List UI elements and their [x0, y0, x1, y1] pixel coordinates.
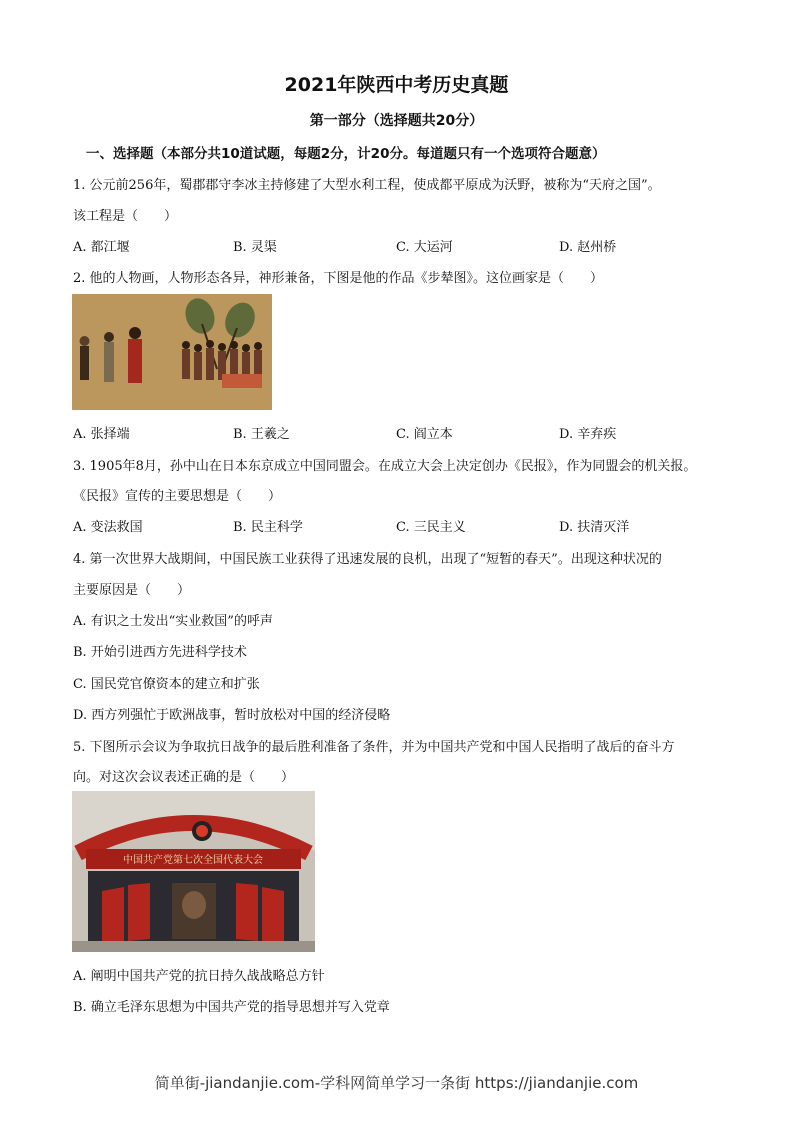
section-title: 一、选择题（本部分共10道试题，每题2分，计20分。每道题只有一个选项符合题意） — [86, 146, 606, 162]
painting-image — [72, 294, 272, 410]
question-3-line-1: 3. 1905年8月，孙中山在日本东京成立中国同盟会。在成立大会上决定创办《民报》，作为同盟会的机关报。 — [73, 459, 697, 474]
question-5-option-b: B. 确立毛泽东思想为中国共产党的指导思想并写入党章 — [73, 1000, 390, 1015]
question-2-option-c: C. 阎立本 — [396, 427, 453, 442]
question-1-option-d: D. 赵州桥 — [559, 240, 617, 255]
congress-banner-text: 中国共产党第七次全国代表大会 — [123, 855, 263, 866]
question-1-option-a: A. 都江堰 — [73, 240, 130, 255]
question-3-option-a: A. 变法救国 — [73, 520, 143, 535]
footer-watermark: 简单街-jiandanjie.com-学科网简单学习一条街 https://jiandanjie.com — [154, 1074, 639, 1092]
question-1-line-1: 1. 公元前256年，蜀郡郡守李冰主持修建了大型水利工程，使成都平原成为沃野，被称为“天府之国”。 — [73, 178, 661, 193]
question-4-option-b: B. 开始引进西方先进科学技术 — [73, 645, 247, 660]
question-4-option-c: C. 国民党官僚资本的建立和扩张 — [73, 677, 260, 692]
question-3-option-c: C. 三民主义 — [396, 520, 466, 535]
congress-photo — [72, 791, 315, 952]
question-2-option-d: D. 辛弃疾 — [559, 427, 617, 442]
question-3-option-b: B. 民主科学 — [233, 520, 303, 535]
page-title: 2021年陕西中考历史真题 — [284, 74, 509, 96]
question-4-line-2: 主要原因是（ ） — [73, 583, 191, 598]
question-4-option-d: D. 西方列强忙于欧洲战事，暂时放松对中国的经济侵略 — [73, 708, 391, 723]
question-1-option-c: C. 大运河 — [396, 240, 453, 255]
question-4-line-1: 4. 第一次世界大战期间，中国民族工业获得了迅速发展的良机，出现了“短暂的春天”。出现这种状况的 — [73, 552, 662, 567]
question-5-line-2: 向。对这次会议表述正确的是（ ） — [73, 770, 295, 785]
question-4-option-a: A. 有识之士发出“实业救国”的呼声 — [73, 614, 273, 629]
question-2-line-1: 2. 他的人物画，人物形态各异，神形兼备，下图是他的作品《步辇图》。这位画家是（ ） — [73, 271, 604, 286]
question-5-line-1: 5. 下图所示会议为争取抗日战争的最后胜利准备了条件，并为中国共产党和中国人民指明了战后的奋斗方 — [73, 740, 675, 755]
question-1-line-2: 该工程是（ ） — [73, 209, 178, 224]
question-5-option-a: A. 阐明中国共产党的抗日持久战战略总方针 — [73, 969, 325, 984]
question-1-option-b: B. 灵渠 — [233, 240, 277, 255]
question-3-line-2: 《民报》宣传的主要思想是（ ） — [73, 489, 282, 504]
question-2-option-b: B. 王羲之 — [233, 427, 290, 442]
question-2-option-a: A. 张择端 — [73, 427, 130, 442]
question-3-option-d: D. 扶清灭洋 — [559, 520, 630, 535]
part-title: 第一部分（选择题共20分） — [309, 113, 484, 129]
